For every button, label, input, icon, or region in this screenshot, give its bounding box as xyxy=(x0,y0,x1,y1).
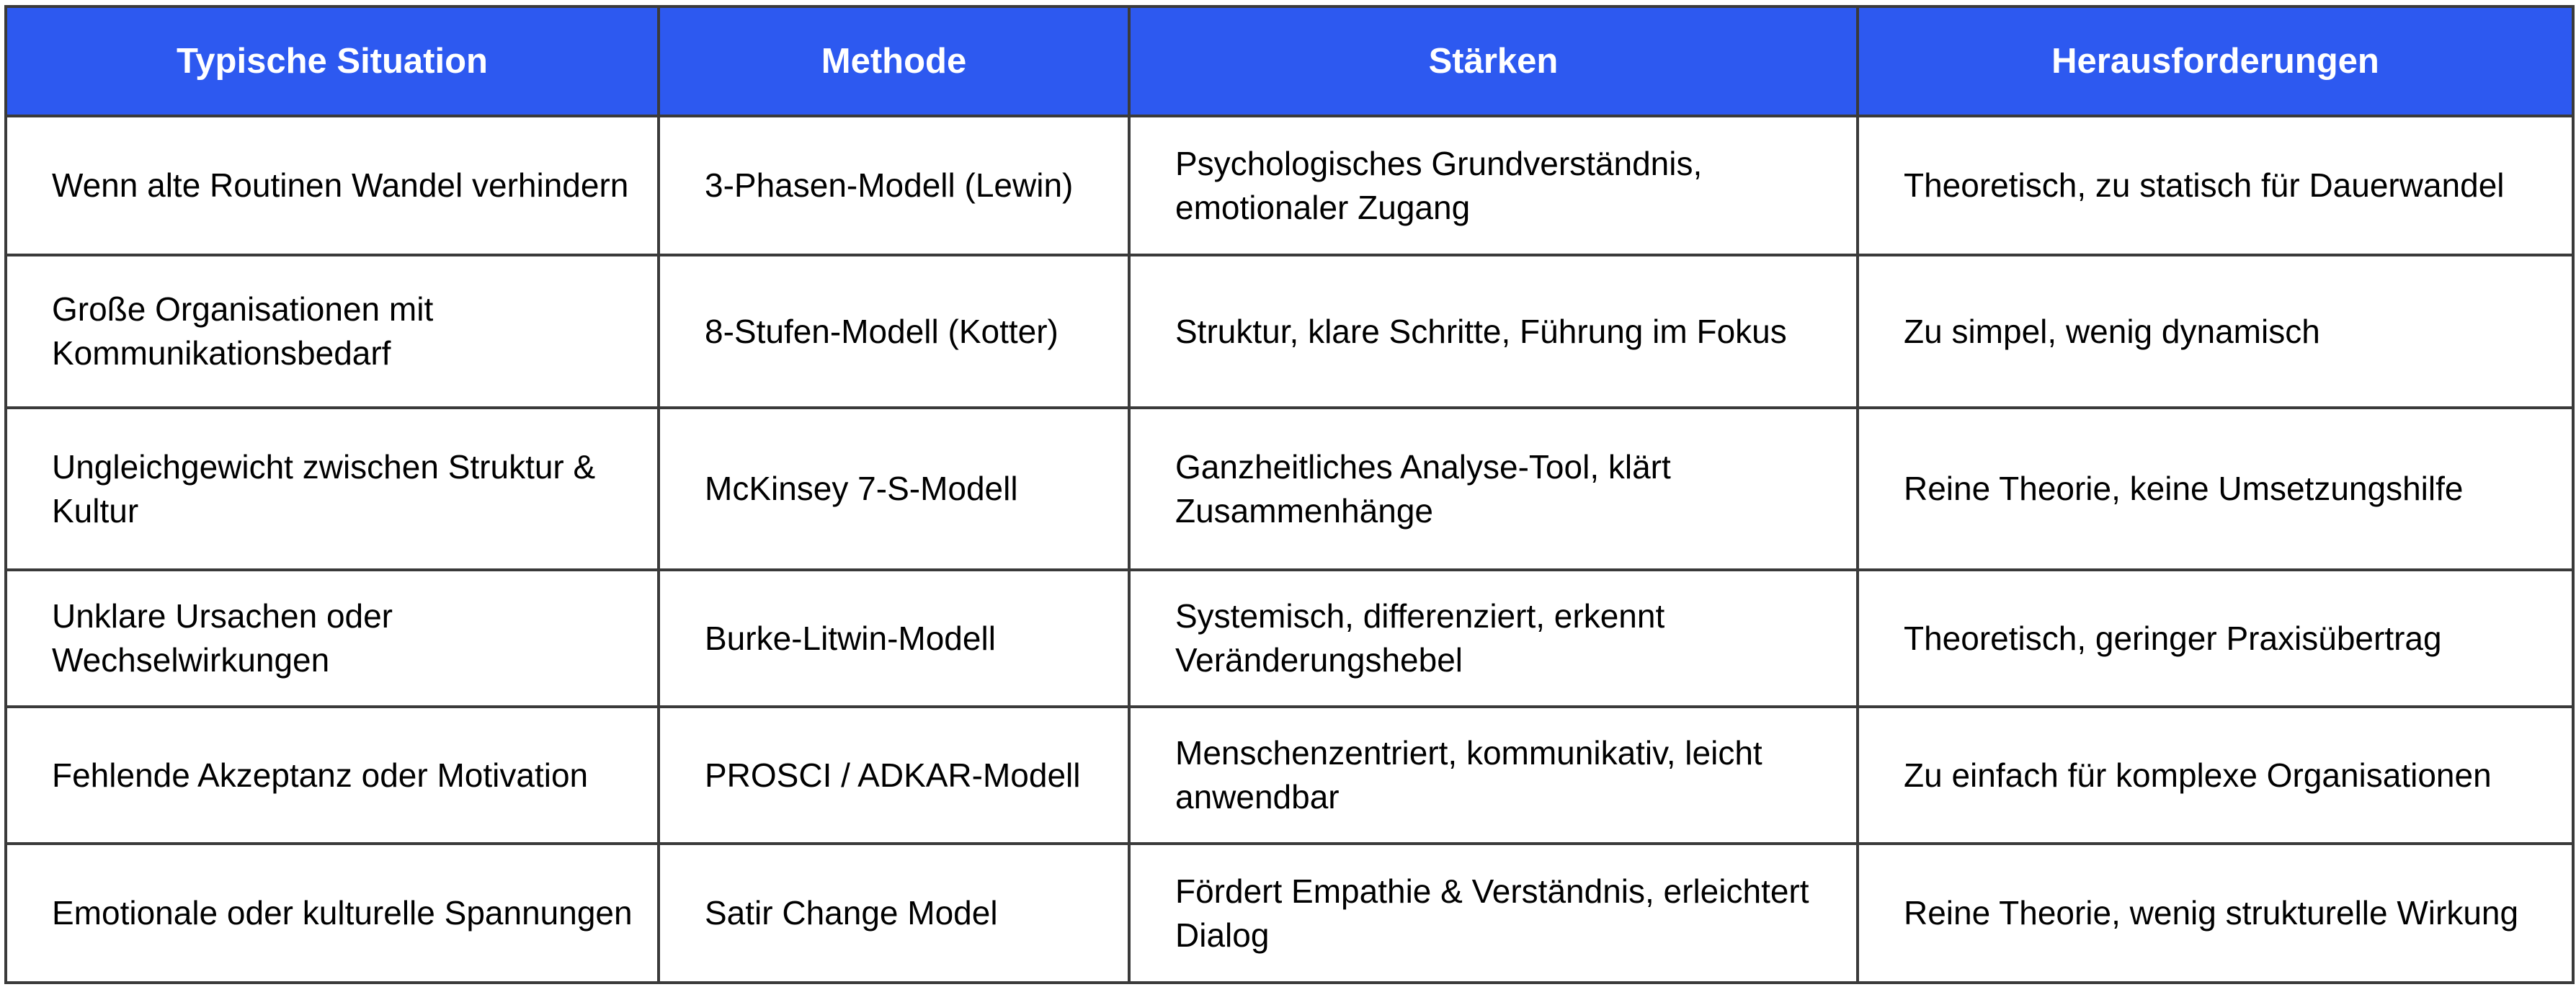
cell-herausforderungen: Theoretisch, geringer Praxisübertrag xyxy=(1858,570,2573,707)
header-staerken: Stärken xyxy=(1129,6,1858,116)
cell-methode: 8-Stufen-Modell (Kotter) xyxy=(659,255,1129,408)
header-herausforderungen: Herausforderungen xyxy=(1858,6,2573,116)
table-row xyxy=(6,570,2573,707)
cell-herausforderungen: Zu simpel, wenig dynamisch xyxy=(1858,255,2573,408)
table-row xyxy=(6,707,2573,844)
cell-herausforderungen: Theoretisch, zu statisch für Dauerwandel xyxy=(1858,116,2573,255)
cell-methode: McKinsey 7-S-Modell xyxy=(659,408,1129,570)
cell-herausforderungen: Reine Theorie, wenig strukturelle Wirkung xyxy=(1858,844,2573,983)
cell-herausforderungen: Zu einfach für komplexe Organisationen xyxy=(1858,707,2573,844)
cell-situation: Wenn alte Routinen Wandel verhindern xyxy=(6,116,659,255)
cell-situation: Ungleichgewicht zwischen Struktur & Kultur xyxy=(6,408,659,570)
cell-situation: Unklare Ursachen oder Wechselwirkungen xyxy=(6,570,659,707)
table-row xyxy=(6,844,2573,983)
header-row xyxy=(6,6,2573,116)
cell-staerken: Ganzheitliches Analyse-Tool, klärt Zusammenhänge xyxy=(1129,408,1858,570)
cell-staerken: Psychologisches Grundverständnis, emotionaler Zugang xyxy=(1129,116,1858,255)
table-header xyxy=(6,6,2573,116)
header-methode: Methode xyxy=(659,6,1129,116)
table-row xyxy=(6,255,2573,408)
cell-situation: Fehlende Akzeptanz oder Motivation xyxy=(6,707,659,844)
table-row xyxy=(6,408,2573,570)
cell-staerken: Menschenzentriert, kommunikativ, leicht anwendbar xyxy=(1129,707,1858,844)
table-row xyxy=(6,116,2573,255)
cell-methode: Burke-Litwin-Modell xyxy=(659,570,1129,707)
cell-staerken: Struktur, klare Schritte, Führung im Fokus xyxy=(1129,255,1858,408)
cell-situation: Emotionale oder kulturelle Spannungen xyxy=(6,844,659,983)
cell-situation: Große Organisationen mit Kommunikationsbedarf xyxy=(6,255,659,408)
cell-methode: Satir Change Model xyxy=(659,844,1129,983)
cell-methode: 3-Phasen-Modell (Lewin) xyxy=(659,116,1129,255)
cell-herausforderungen: Reine Theorie, keine Umsetzungshilfe xyxy=(1858,408,2573,570)
cell-staerken: Systemisch, differenziert, erkennt Veränderungshebel xyxy=(1129,570,1858,707)
table-body xyxy=(6,116,2573,983)
cell-methode: PROSCI / ADKAR-Modell xyxy=(659,707,1129,844)
change-methods-table xyxy=(4,5,2575,984)
cell-staerken: Fördert Empathie & Verständnis, erleichtert Dialog xyxy=(1129,844,1858,983)
header-typische-situation: Typische Situation xyxy=(6,6,659,116)
